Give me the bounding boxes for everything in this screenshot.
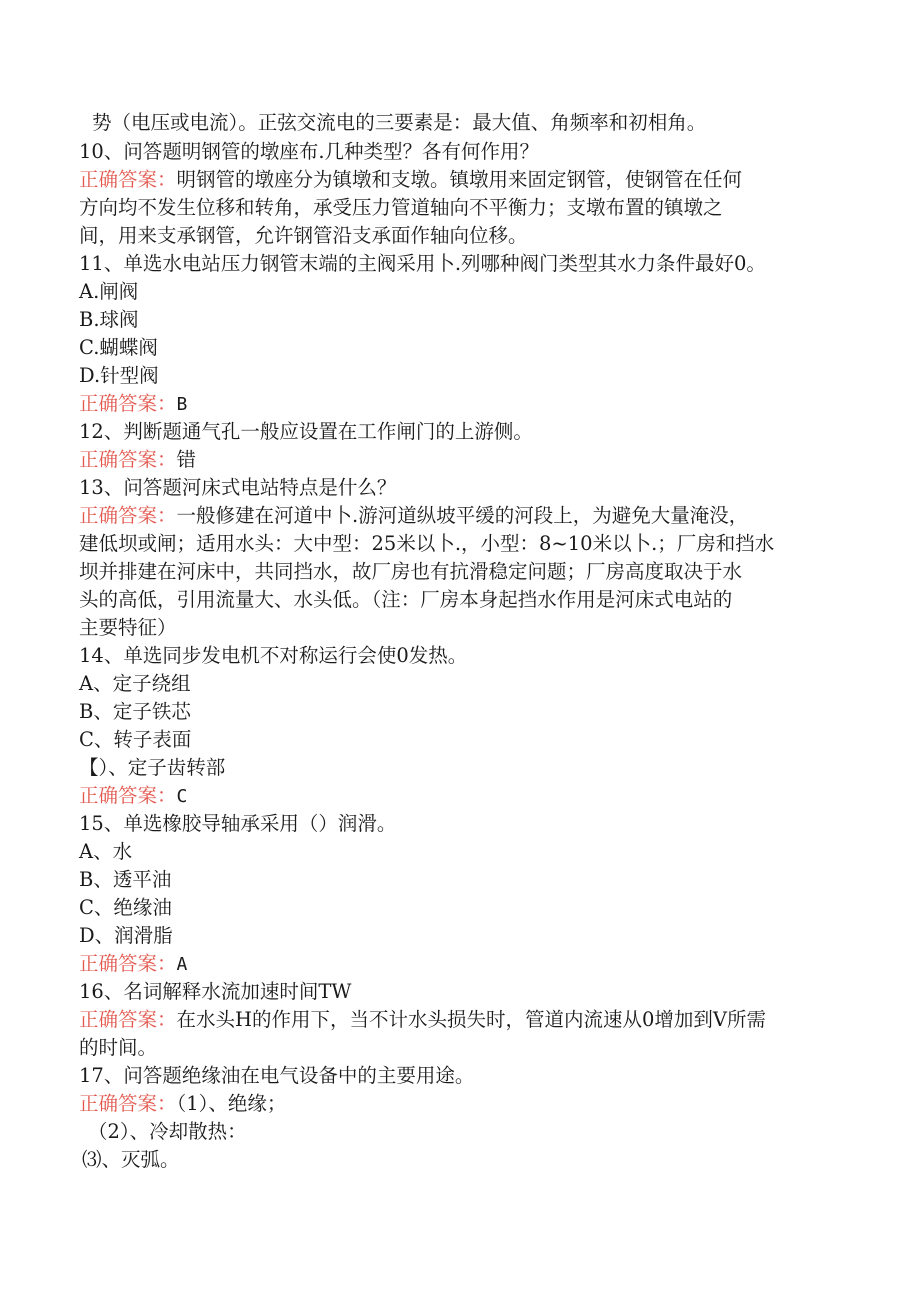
question-14: 14、单选同步发电机不对称运行会使0发热。: [79, 644, 468, 667]
answer-label: 正确答案：: [79, 952, 177, 975]
answer-text: 明钢管的墩座分为镇墩和支墩。镇墩用来固定钢管，使钢管在任何: [176, 168, 743, 191]
option-c: C、绝缘油: [79, 896, 172, 919]
answer-17: [79, 1090, 286, 1118]
answer-label: 正确答案：: [79, 168, 177, 191]
question-13: 13、问答题河床式电站特点是什么？: [79, 476, 397, 499]
answer-text: （1）、绝缘；: [176, 1092, 287, 1115]
answer-label: 正确答案：: [79, 1008, 177, 1031]
answer-label: 正确答案：: [79, 1092, 177, 1115]
option-a: A、水: [79, 840, 133, 863]
answer-text: 坝并排建在河床中，共同挡水，故厂房也有抗滑稳定问题；厂房高度取决于水: [79, 560, 743, 583]
answer-text: 头的高低，引用流量大、水头低。（注：厂房本身起挡水作用是河床式电站的: [79, 588, 733, 611]
answer-14: [79, 782, 187, 811]
answer-text: 方向均不发生位移和转角，承受压力管道轴向不平衡力；支墩布置的镇墩之: [79, 196, 723, 219]
answer-label: 正确答案：: [79, 504, 177, 527]
answer-text: B: [176, 394, 188, 415]
option-d: D、润滑脂: [79, 924, 173, 947]
answer-text: 一般修建在河道中卜.游河道纵坡平缓的河段上，为避免大量淹没，: [176, 504, 749, 527]
answer-11: [79, 390, 187, 419]
answer-15: [79, 950, 187, 979]
answer-text: 建低坝或闸；适用水头：大中型：25米以卜.，小型：8~10米以卜.；厂房和挡水: [79, 532, 775, 555]
option-b: B、透平油: [79, 868, 172, 891]
answer-text: 在水头H的作用下，当不计水头损失时，管道内流速从0增加到V所需: [176, 1008, 767, 1031]
answer-text: ⑶、灭弧。: [82, 1148, 180, 1171]
answer-12: [79, 446, 196, 474]
option-c: C、转子表面: [79, 728, 192, 751]
answer-text: 的时间。: [79, 1036, 158, 1059]
question-16: 16、名词解释水流加速时间TW: [79, 980, 352, 1003]
option-a: A、定子绕组: [79, 672, 191, 695]
option-d: 【）、定子齿转部: [79, 756, 226, 779]
answer-text: 错: [176, 448, 197, 471]
option-c: C.蝴蝶阀: [79, 336, 158, 359]
question-15: 15、单选橡胶导轴承采用（）润滑。: [79, 812, 397, 835]
text-line: 势（电压或电流）。正弦交流电的三要素是：最大值、角频率和初相角。: [92, 111, 707, 134]
answer-text: C: [176, 786, 188, 807]
answer-label: 正确答案：: [79, 448, 177, 471]
question-10: 10、问答题明钢管的墩座布.几种类型？各有何作用？: [79, 140, 540, 163]
option-d: D.针型阀: [79, 364, 159, 387]
answer-text: 主要特征）: [79, 616, 177, 639]
question-11: 11、单选水电站压力钢管末端的主阀采用卜.列哪种阀门类型其水力条件最好0。: [79, 252, 766, 275]
option-b: B.球阀: [79, 308, 139, 331]
answer-16: [79, 1006, 766, 1034]
answer-10: [79, 166, 742, 194]
question-17: 17、问答题绝缘油在电气设备中的主要用途。: [79, 1064, 475, 1087]
question-12: 12、判断题通气孔一般应设置在工作闸门的上游侧。: [79, 420, 533, 443]
answer-13: [79, 502, 748, 530]
answer-label: 正确答案：: [79, 784, 177, 807]
answer-text: （2）、冷却散热：: [88, 1120, 247, 1143]
option-a: A.闸阀: [79, 280, 139, 303]
answer-text: A: [176, 954, 188, 975]
answer-text: 间，用来支承钢管，允许钢管沿支承面作轴向位移。: [79, 224, 528, 247]
option-b: B、定子铁芯: [79, 700, 191, 723]
answer-label: 正确答案：: [79, 392, 177, 415]
